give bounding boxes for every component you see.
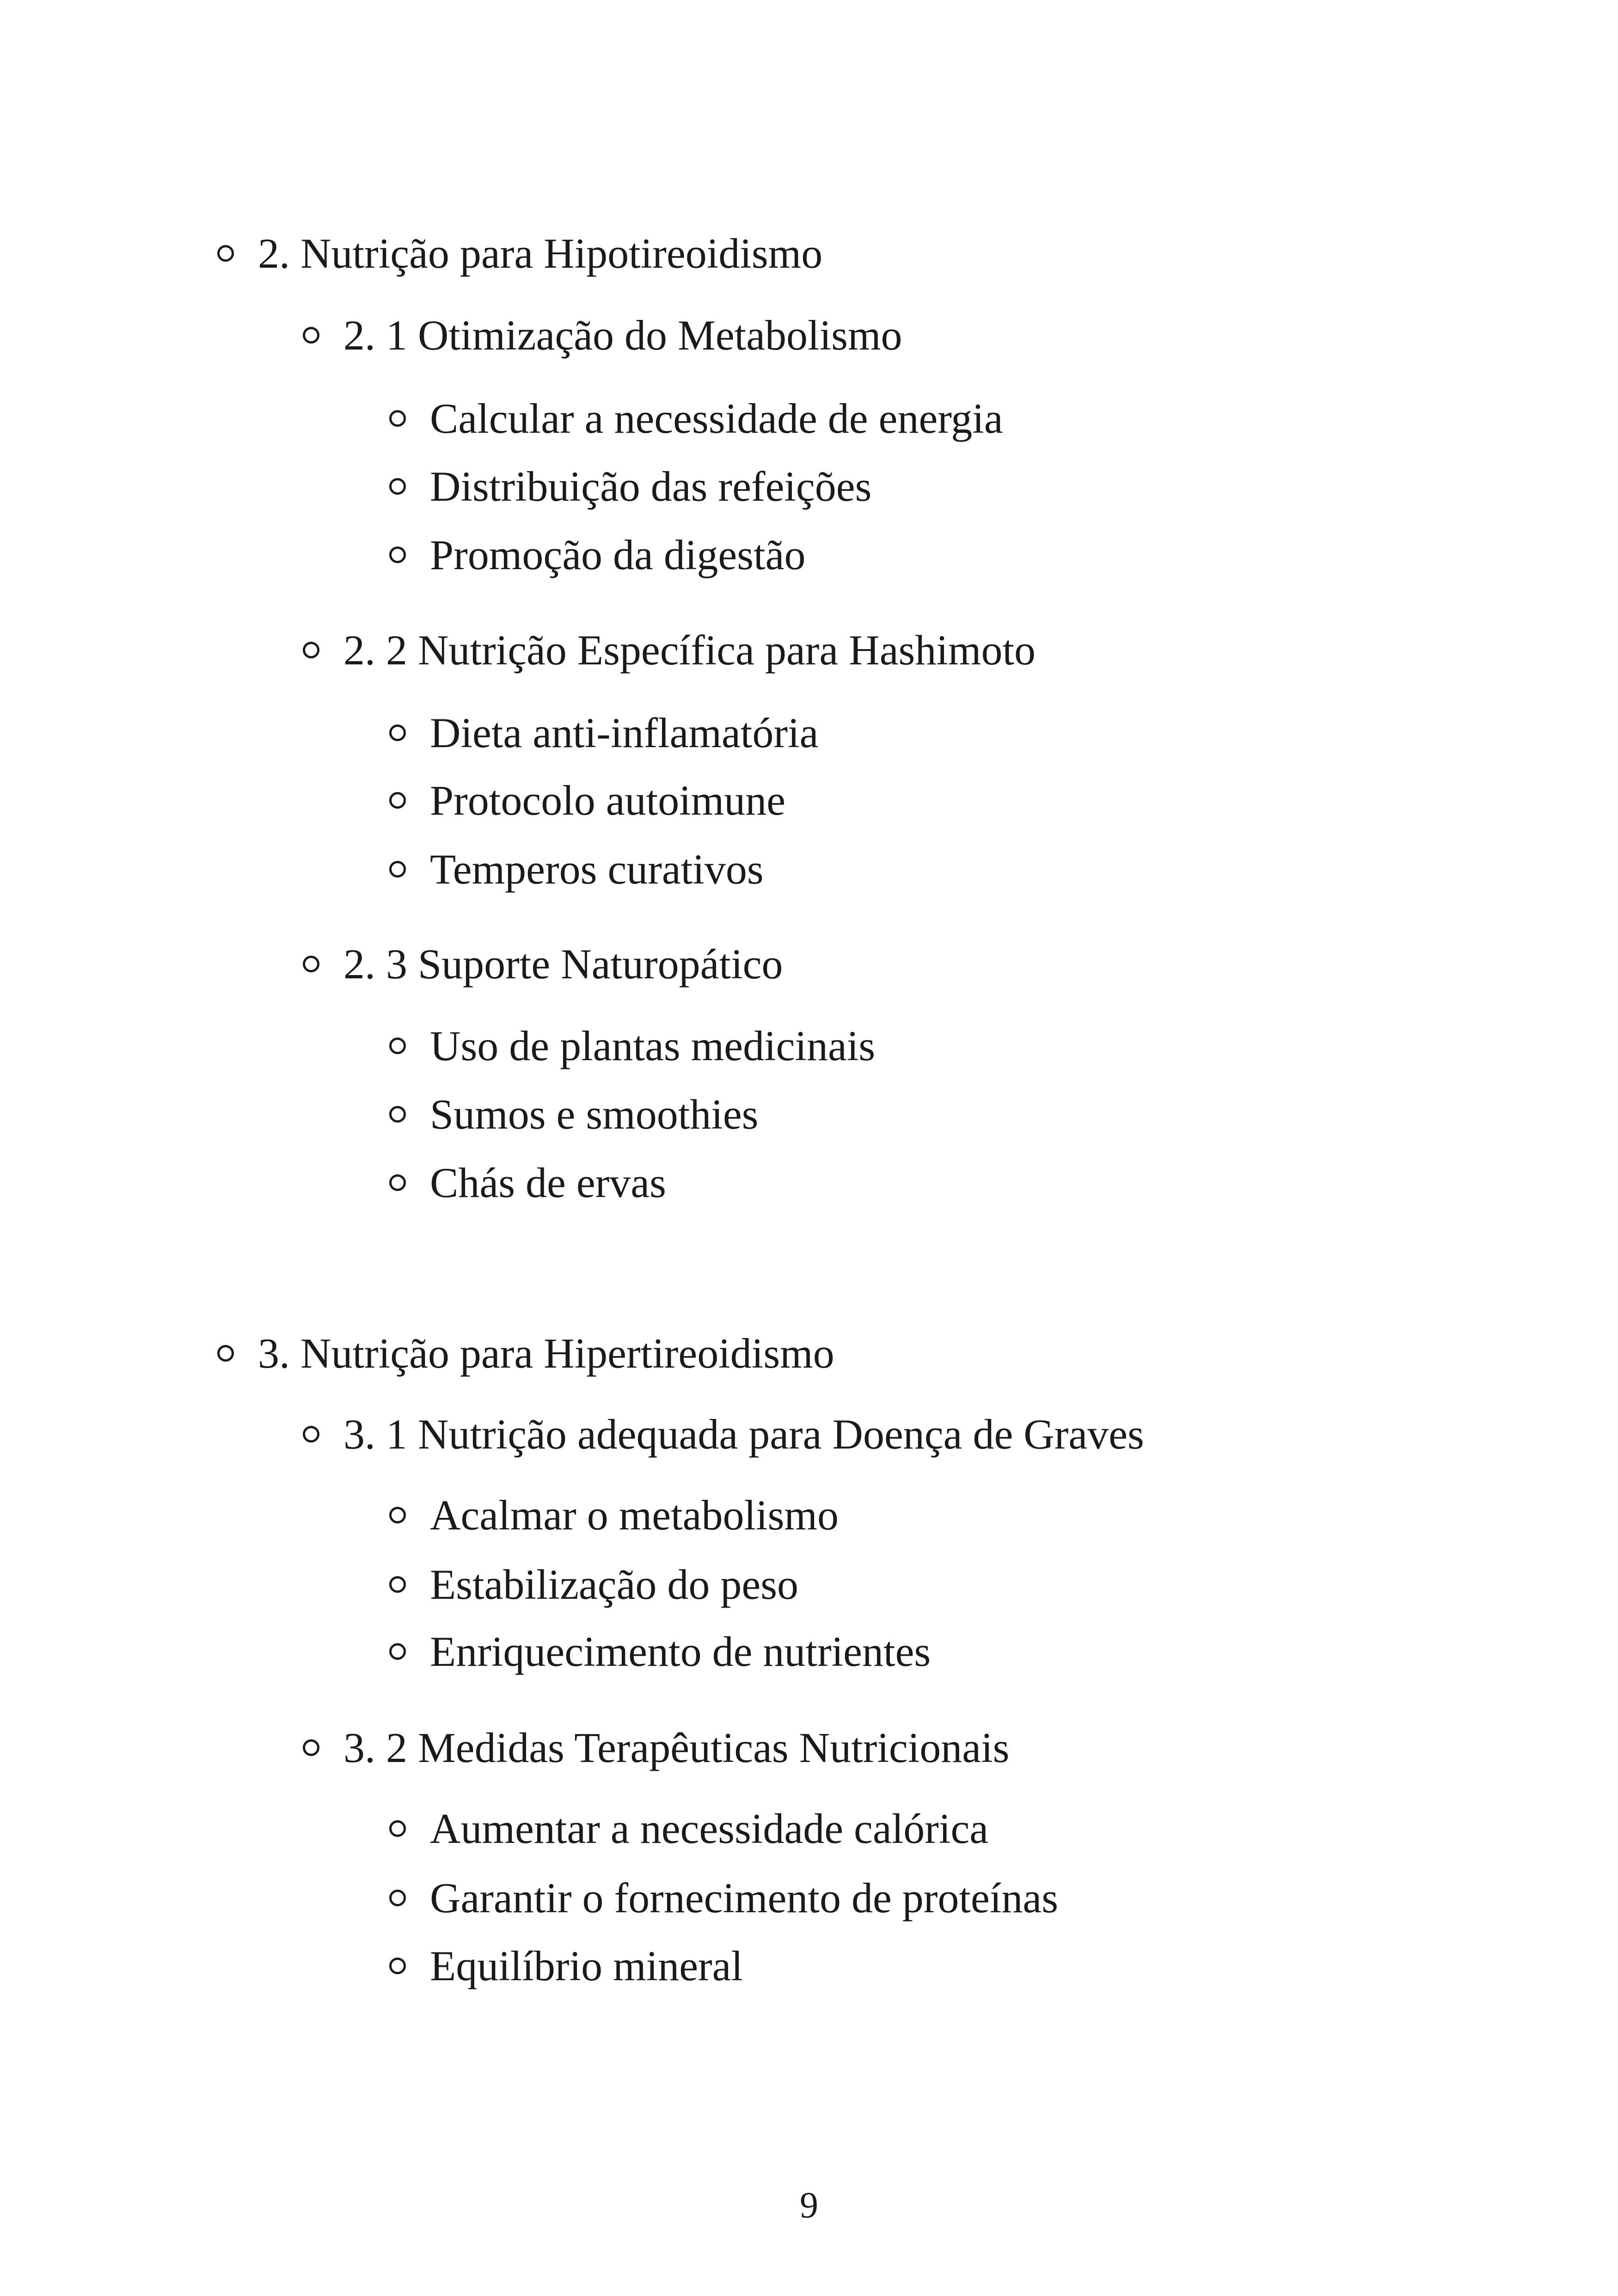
circle-bullet-icon (303, 956, 319, 972)
circle-bullet-icon (389, 1037, 406, 1054)
list-item-text: Dieta anti-inflamatória (430, 709, 819, 756)
section-heading (217, 228, 822, 279)
circle-bullet-icon (389, 1507, 406, 1523)
circle-bullet-icon (389, 1106, 406, 1123)
circle-bullet-icon (389, 410, 406, 427)
subsection-title: 2. 2 Nutrição Específica para Hashimoto (343, 626, 1036, 674)
list-item-text: Uso de plantas medicinais (430, 1022, 876, 1069)
subsection-heading (303, 310, 902, 361)
subsection-title: 2. 1 Otimização do Metabolismo (343, 312, 902, 359)
circle-bullet-icon (389, 792, 406, 809)
page-number: 9 (800, 2185, 818, 2226)
list-item-text: Calcular a necessidade de energia (430, 395, 1003, 442)
list-item (389, 1803, 988, 1854)
subsection-title: 3. 2 Medidas Terapêuticas Nutricionais (343, 1724, 1010, 1771)
list-item (389, 1626, 931, 1677)
list-item-text: Temperos curativos (430, 846, 764, 893)
circle-bullet-icon (389, 1820, 406, 1837)
list-item-text: Garantir o fornecimento de proteínas (430, 1874, 1059, 1922)
circle-bullet-icon (303, 642, 319, 658)
circle-bullet-icon (389, 1643, 406, 1660)
list-item-text: Distribuição das refeições (430, 463, 872, 510)
list-item (389, 1559, 798, 1610)
list-item (389, 775, 785, 826)
circle-bullet-icon (389, 546, 406, 563)
list-item (389, 461, 871, 512)
list-item (389, 844, 764, 895)
circle-bullet-icon (389, 1958, 406, 1974)
circle-bullet-icon (303, 327, 319, 344)
subsection-heading (303, 939, 783, 989)
list-item (389, 1089, 758, 1140)
section-title: 2. Nutrição para Hipotireoidismo (258, 230, 823, 277)
list-item-text: Equilíbrio mineral (430, 1942, 743, 1989)
list-item-text: Acalmar o metabolismo (430, 1492, 839, 1539)
section-title: 3. Nutrição para Hipertireoidismo (258, 1330, 834, 1377)
subsection-heading (303, 1409, 1144, 1460)
circle-bullet-icon (303, 1739, 319, 1756)
circle-bullet-icon (389, 1174, 406, 1191)
circle-bullet-icon (389, 478, 406, 495)
list-item (389, 707, 818, 758)
circle-bullet-icon (389, 861, 406, 878)
circle-bullet-icon (389, 1576, 406, 1593)
list-item (389, 529, 805, 580)
circle-bullet-icon (217, 245, 234, 262)
list-item (389, 1157, 666, 1208)
section-heading (217, 1328, 834, 1379)
list-item-text: Chás de ervas (430, 1159, 666, 1206)
list-item (389, 1020, 875, 1071)
list-item-text: Aumentar a necessidade calórica (430, 1805, 989, 1852)
list-item-text: Sumos e smoothies (430, 1091, 759, 1138)
circle-bullet-icon (389, 1890, 406, 1906)
list-item-text: Enriquecimento de nutrientes (430, 1628, 931, 1675)
subsection-heading (303, 625, 1036, 675)
circle-bullet-icon (217, 1345, 234, 1362)
circle-bullet-icon (389, 724, 406, 741)
list-item (389, 1490, 839, 1541)
subsection-title: 2. 3 Suporte Naturopático (343, 940, 783, 988)
list-item (389, 393, 1003, 444)
circle-bullet-icon (303, 1426, 319, 1443)
list-item-text: Estabilização do peso (430, 1561, 799, 1608)
list-item-text: Promoção da digestão (430, 531, 806, 578)
subsection-title: 3. 1 Nutrição adequada para Doença de Graves (343, 1411, 1144, 1458)
list-item (389, 1940, 743, 1991)
list-item-text: Protocolo autoimune (430, 777, 786, 824)
list-item (389, 1872, 1058, 1923)
subsection-heading (303, 1722, 1009, 1773)
